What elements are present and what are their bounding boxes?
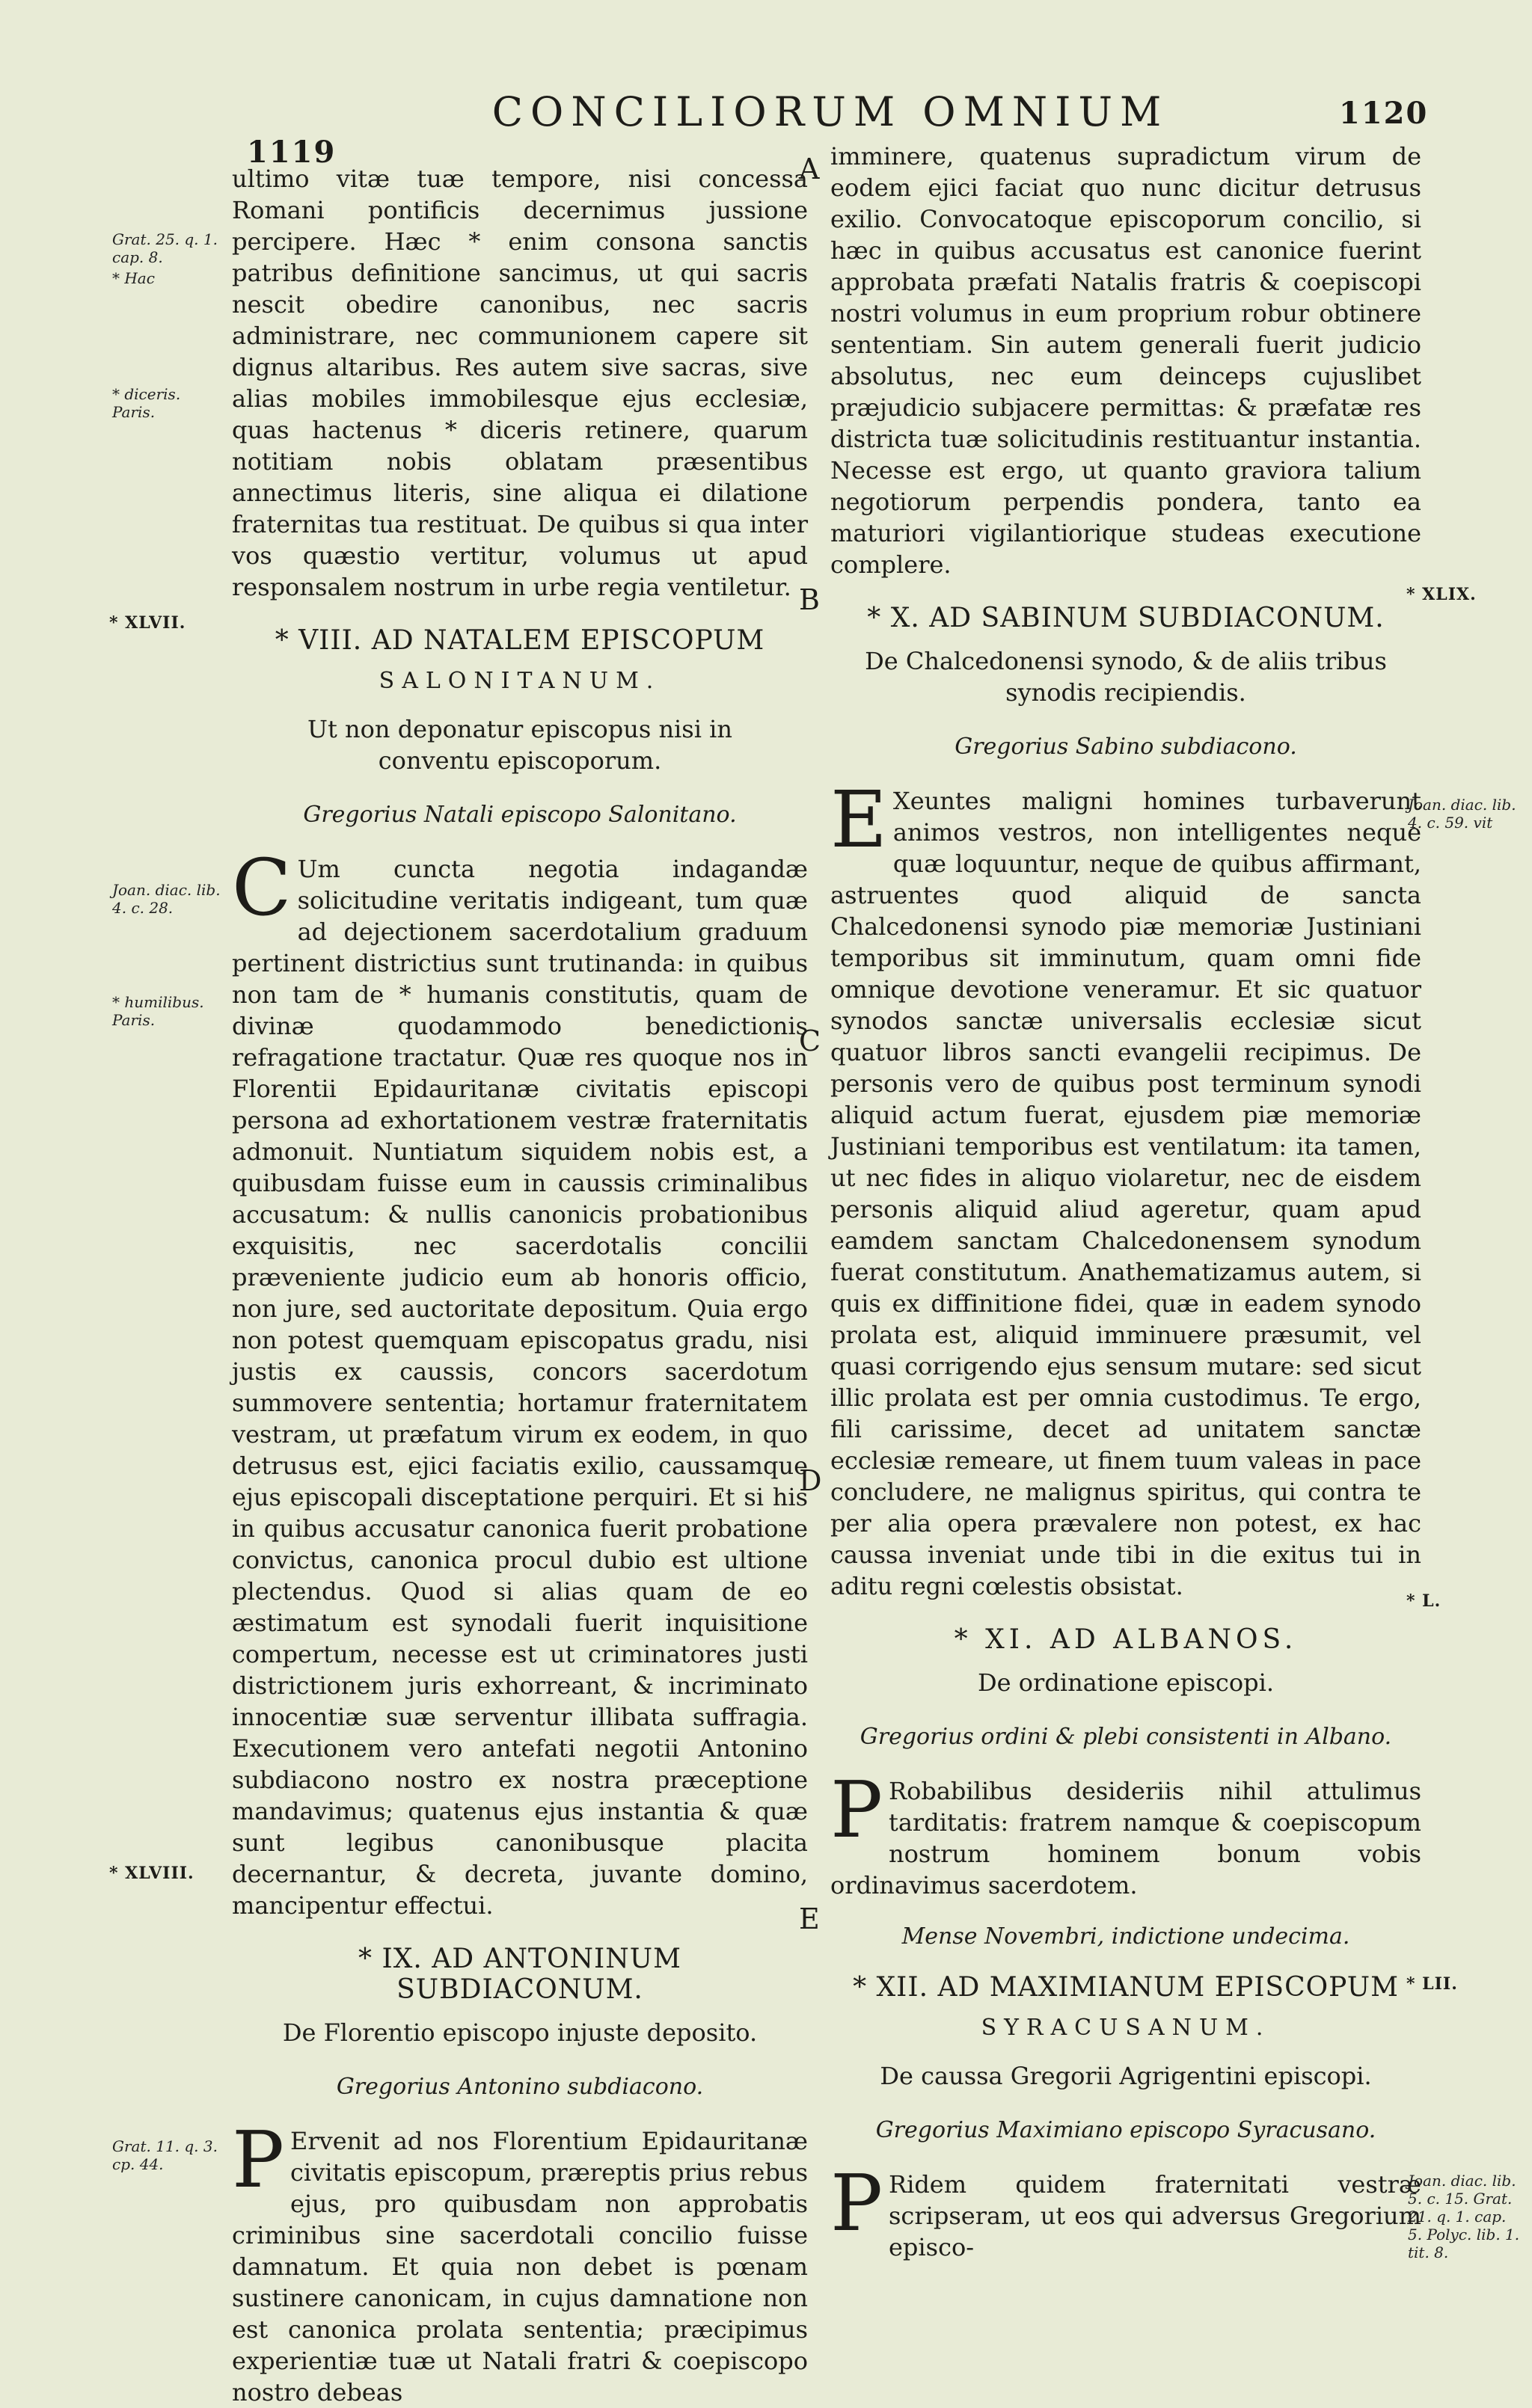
- letter-8-heading: * VIII. AD NATALEM EPISCOPUM: [275, 625, 765, 656]
- drop-cap: P: [232, 2114, 284, 2205]
- letter-11-heading: * XI. AD ALBANOS.: [954, 1624, 1298, 1655]
- left-paragraph-1: ultimo vitæ tuæ tempore, nisi concessa Romani pontificis decernimus jussione percipere. Hæc * enim consona sanctis patribus definitione sancimus, ut qui sacris nescit obedire canonibus, nec sacris administrare, nec communionem capere sit dignus altaribus. Res autem sive sacras, sive alias mobiles immobilesque ejus ecclesiæ, quas hactenus * diceris retinere, quarum notitiam nobis oblatam præsentibus annectimus literis, sine aliqua ei dilatione fraternitas tua restituat. De quibus si qua inter vos quæstio vertitur, volumus ut apud responsalem nostrum in urbe regia ventiletur.: [232, 165, 808, 601]
- letter-11-address: Gregorius ordini & plebi consistenti in Albano.: [860, 1724, 1392, 1750]
- letter-11-date: Mense Novembri, indictione undecima.: [901, 1923, 1350, 1950]
- letter-8-summary: Ut non deponatur episcopus nisi in conventu episcoporum.: [307, 715, 732, 775]
- section-letter-a: A: [799, 153, 820, 185]
- drop-cap: P: [830, 1764, 883, 1855]
- margin-note-joan1: Joan. diac. lib. 4. c. 28.: [112, 881, 221, 917]
- letter-8-body: [232, 842, 808, 1921]
- margin-ref-lii: * LII.: [1406, 1974, 1458, 1994]
- margin-note-hac: * Hac: [112, 269, 155, 287]
- letter-9-address: Gregorius Antonino subdiacono.: [336, 2074, 704, 2100]
- section-letter-e: E: [799, 1902, 820, 1935]
- drop-cap: P: [830, 2157, 883, 2249]
- right-paragraph-1: imminere, quatenus supradictum virum de eodem ejici faciat quo nunc dicitur detrusus exilio. Convocatoque episcoporum concilio, si hæc in quibus accusatus est canonice fuerint approbata præfati Natalis fratris & coepiscopi nostri volumus in eum proprium robur obtinere sententiam. Sin autem generali fuerit judicio absolutus, nec eum deinceps cujuslibet præjudicio subjacere permittas: & præfatæ res districta tuæ solicitudinis restituantur instantia. Necesse est ergo, ut quanto graviora talium negotiorum perpendis pondera, tanto ea maturiori vigilantiorique studeas executione complere.: [830, 142, 1421, 579]
- letter-8-text: Um cuncta negotia indagandæ solicitudine veritatis indigeant, tum quæ ad dejectionem sacerdotalium graduum pertinent districtius sunt trutinanda: in quibus non tam de * humanis constitutis, quam de divinæ quodammodo benedictionis refragatione tractatur. Quæ res quoque nos in Florentii Epidauritanæ civitatis episcopi persona ad exhortationem vestræ fraternitatis admonuit. Nuntiatum siquidem nobis est, a quibusdam fuisse eum in caussis criminalibus accusatum: & nullis canonicis probationibus exquisitis, nec sacerdotalis concilii præveniente judicio eum ab honoris officio, non jure, sed auctoritate depositum. Quia ergo non potest quemquam episcopatus gradu, nisi justis ex caussis, concors sacerdotum summovere sententia; hortamur fraternitatem vestram, ut præfatum virum ex eodem, in quo detrusus est, ejici faciatis exilio, caussamque ejus episcopali disceptatione perquiri. Et si his in quibus accusatur canonica fuerit probatione convictus, canonica procul dubio est ultione plectendus. Quod si alias quam de eo æstimatum est synodali fuerit inquisitione compertum, necesse est ut criminatores justi districtionem juris exhorreant, & incriminato innocentiæ suæ serventur illibata suffragia. Executionem vero antefati negotii Antonino subdiacono nostro ex nostra præceptione mandavimus; quatenus ejus instantia & quæ sunt legibus canonibusque placita decernantur, & decreta, juvante domino, mancipentur effectui.: [232, 855, 808, 1920]
- section-letter-b: B: [799, 583, 820, 616]
- drop-cap: E: [830, 774, 887, 865]
- margin-ref-xlvii: * XLVII.: [109, 613, 186, 633]
- letter-12-subheading: SYRACUSANUM.: [981, 2015, 1271, 2041]
- margin-ref-xlix: * XLIX.: [1406, 585, 1477, 604]
- margin-note-grat1: Grat. 25. q. 1. cap. 8.: [112, 230, 218, 266]
- letter-11-body: [830, 1764, 1421, 1901]
- margin-note-joan2: Joan. diac. lib. 4. c. 59. vit: [1408, 796, 1516, 832]
- page-number-left: 1119: [247, 135, 337, 170]
- letter-9-body: [232, 2114, 808, 2408]
- margin-note-humilibus: * humilibus. Paris.: [112, 993, 204, 1029]
- letter-12-summary: De caussa Gregorii Agrigentini episcopi.: [880, 2062, 1372, 2090]
- letter-11-summary: De ordinatione episcopi.: [978, 1668, 1274, 1697]
- drop-cap: C: [232, 842, 292, 933]
- margin-note-grat2: Grat. 11. q. 3. cp. 44.: [112, 2137, 218, 2173]
- margin-ref-l: * L.: [1406, 1591, 1441, 1611]
- letter-8-subheading: SALONITANUM.: [379, 668, 661, 694]
- letter-10-heading: * X. AD SABINUM SUBDIACONUM.: [867, 603, 1385, 633]
- letter-12-text: Ridem quidem fraternitati vestræ scripseram, ut eos qui adversus Gregorium episco-: [888, 2170, 1421, 2261]
- letter-10-body: [830, 774, 1421, 1602]
- section-letter-c: C: [799, 1025, 821, 1057]
- letter-12-body: [830, 2157, 1421, 2263]
- page-number-right: 1120: [1339, 96, 1429, 131]
- letter-12-address: Gregorius Maximiano episcopo Syracusano.: [875, 2117, 1376, 2143]
- letter-10-summary: De Chalcedonensi synodo, & de aliis tribus synodis recipiendis.: [865, 647, 1387, 707]
- margin-ref-xlviii: * XLVIII.: [109, 1864, 194, 1883]
- letter-10-address: Gregorius Sabino subdiacono.: [955, 734, 1297, 760]
- letter-9-text: Ervenit ad nos Florentium Epidauritanæ civitatis episcopum, præreptis prius rebus ejus, pro quibusdam non approbatis criminibus sine sacerdotali concilio fuisse damnatum. Et quia non debet is pœnam sustinere canonicam, in cujus damnatione non est canonica prolata sententia; præcipimus experientiæ tuæ ut Natali fratri & coepiscopo nostro debeas: [232, 2127, 808, 2407]
- letter-8-address: Gregorius Natali episcopo Salonitano.: [303, 802, 737, 828]
- margin-note-joan3: Joan. diac. lib. 5. c. 15. Grat. 21. q. 1. cap. 5. Polyc. lib. 1. tit. 8.: [1408, 2172, 1520, 2261]
- margin-note-diceris: * diceris. Paris.: [112, 385, 181, 421]
- letter-10-text: Xeuntes maligni homines turbaverunt animos vestros, non intelligentes neque quæ loquuntur, neque de quibus affirmant, astruentes quod aliquid de sancta Chalcedonensi synodo piæ memoriæ Justiniani temporibus sit imminutum, quam omni fide omnique devotione veneramur. Et sic quatuor synodos sanctæ universalis ecclesiæ sicut quatuor libros sancti evangelii recipimus. De personis vero de quibus post terminum synodi aliquid actum fuerat, ejusdem piæ memoriæ Justiniani temporibus est ventilatum: ita tamen, ut nec fides in aliquo violaretur, nec de eisdem personis aliquid aliud ageretur, quam apud eamdem sanctam Chalcedonensem synodum fuerat constitutum. Anathematizamus autem, si quis ex diffinitione fidei, quæ in eadem synodo prolata est, aliquid imminuere præsumit, vel quasi corrigendo ejus sensum mutare: sed sicut illic prolata est per omnia custodimus. Te ergo, fili carissime, decet ad unitatem sanctæ ecclesiæ remeare, ut finem tuum valeas in pace concludere, ne malignus spiritus, qui contra te per alia opera prævalere non potest, ex hac caussa inveniat unde tibi in die exitus tui in aditu regni cœlestis obsistat.: [830, 787, 1421, 1600]
- letter-11-text: Robabilibus desideriis nihil attulimus tarditatis: fratrem namque & coepiscopum nostrum hominem bonum vobis ordinavimus sacerdotem.: [830, 1777, 1421, 1899]
- right-column: [830, 141, 1421, 2263]
- letter-9-summary: De Florentio episcopo injuste deposito.: [282, 2018, 758, 2047]
- letter-9-heading: * IX. AD ANTONINUM SUBDIACONUM.: [358, 1944, 681, 2005]
- section-letter-d: D: [799, 1464, 822, 1497]
- running-title: CONCILIORUM OMNIUM: [491, 88, 1169, 135]
- left-column: [232, 163, 808, 2408]
- letter-12-heading: * XII. AD MAXIMIANUM EPISCOPUM: [853, 1972, 1399, 2003]
